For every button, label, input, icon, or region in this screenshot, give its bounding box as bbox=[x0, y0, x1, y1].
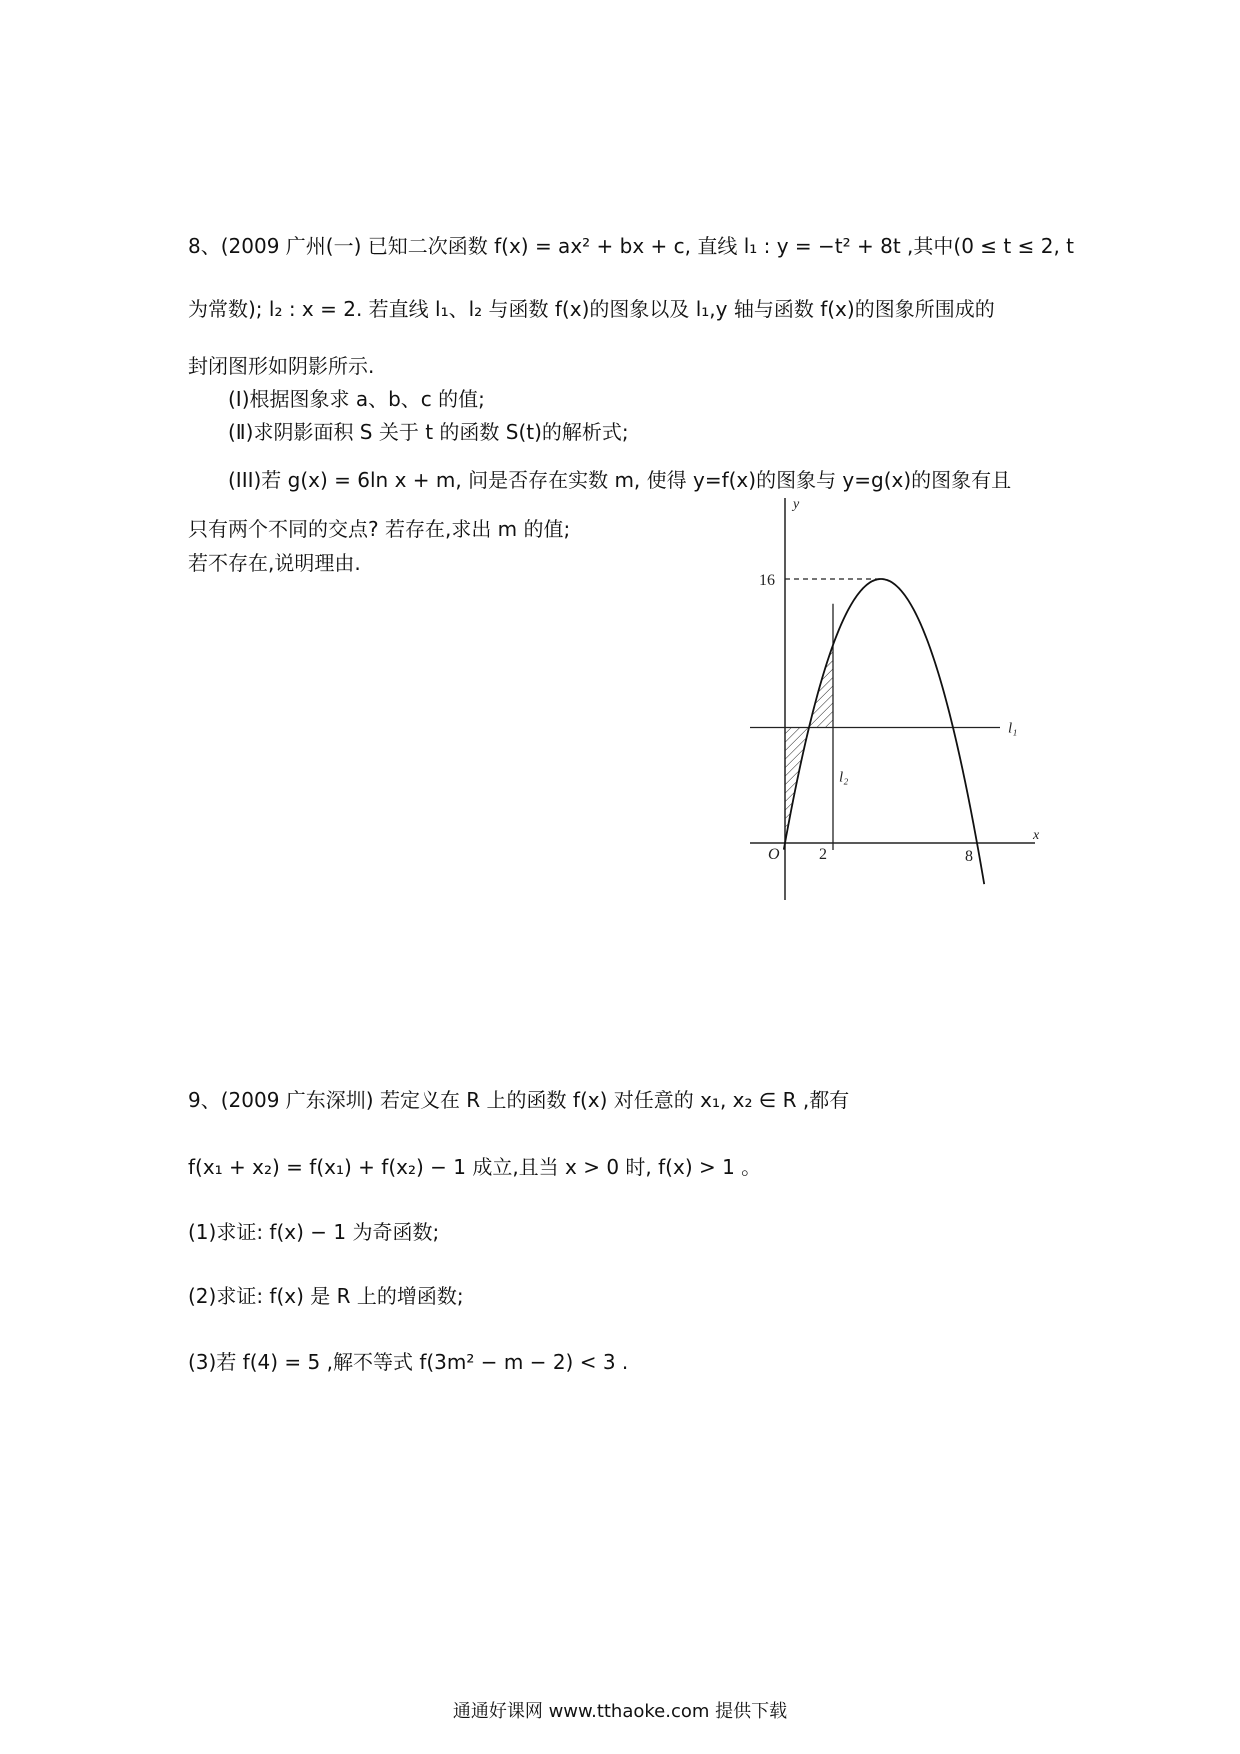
l1-label: l₁ bbox=[1008, 720, 1018, 737]
problem9-part2: (2)求证: f(x) 是 R 上的增函数; bbox=[188, 1284, 464, 1308]
problem8-line3: 封闭图形如阴影所示. bbox=[188, 354, 375, 378]
problem8-line2: 为常数); l₂ : x = 2. 若直线 l₁、l₂ 与函数 f(x)的图象以及 l₁,y 轴与函数 f(x)的图象所围成的 bbox=[188, 297, 995, 321]
parabola-curve bbox=[784, 579, 984, 884]
x-tick-label-2: 2 bbox=[819, 846, 827, 863]
l2-label: l₂ bbox=[839, 769, 849, 786]
problem8-part2: (Ⅱ)求阴影面积 S 关于 t 的函数 S(t)的解析式; bbox=[228, 420, 629, 444]
origin-label: O bbox=[768, 846, 780, 863]
x-tick-label-8: 8 bbox=[965, 848, 973, 865]
problem8-part3: (III)若 g(x) = 6ln x + m, 问是否存在实数 m, 使得 y=f(x)的图象与 y=g(x)的图象有且 bbox=[228, 468, 1012, 492]
y-tick-label-16: 16 bbox=[759, 572, 775, 589]
footer-text: 通通好课网 www.tthaoke.com 提供下载 bbox=[452, 1701, 788, 1722]
problem8-line1: 8、(2009 广州(一) 已知二次函数 f(x) = ax² + bx + c, 直线 l₁ : y = −t² + 8t ,其中(0 ≤ t ≤ 2, t bbox=[188, 234, 1075, 258]
function-graph bbox=[740, 490, 1060, 910]
problem9-line2: f(x₁ + x₂) = f(x₁) + f(x₂) − 1 成立,且当 x > 0 时, f(x) > 1 。 bbox=[188, 1155, 762, 1179]
problem9-line1: 9、(2009 广东深圳) 若定义在 R 上的函数 f(x) 对任意的 x₁, x₂ ∈ R ,都有 bbox=[188, 1088, 850, 1112]
x-axis-label: x bbox=[1033, 828, 1040, 843]
y-axis-label: y bbox=[793, 497, 800, 512]
problem9-part3: (3)若 f(4) = 5 ,解不等式 f(3m² − m − 2) < 3 . bbox=[188, 1350, 629, 1374]
problem8-part3-cont2: 若不存在,说明理由. bbox=[188, 551, 361, 575]
problem8-part1: (Ⅰ)根据图象求 a、b、c 的值; bbox=[228, 387, 485, 411]
problem9-part1: (1)求证: f(x) − 1 为奇函数; bbox=[188, 1220, 440, 1244]
problem8-part3-cont: 只有两个不同的交点? 若存在,求出 m 的值; bbox=[188, 517, 571, 541]
